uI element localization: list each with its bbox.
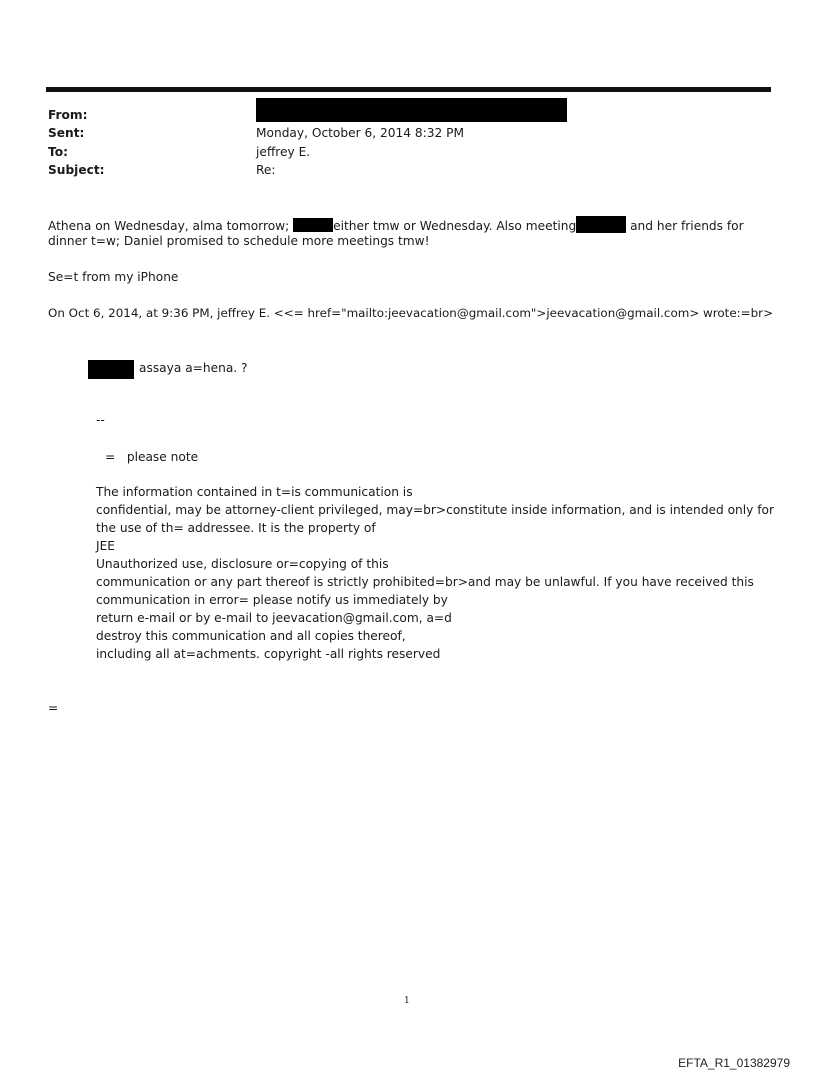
body-line-1-part-c: and her friends for	[630, 219, 744, 233]
to-value: jeffrey E.	[256, 145, 311, 159]
page-number: 1	[404, 996, 410, 1006]
sent-from-signature: Se=t from my iPhone	[48, 270, 179, 284]
signature-dashes: --	[96, 413, 105, 427]
from-label: From:	[48, 108, 88, 122]
body-line-1-part-a: Athena on Wednesday, alma tomorrow;	[48, 219, 290, 233]
disclaimer-line-7: communication in error= please notify us immediately by	[96, 593, 448, 607]
please-note: = please note	[105, 450, 199, 464]
disclaimer-line-1: The information contained in t=is communication is	[96, 485, 413, 499]
quote-header: On Oct 6, 2014, at 9:36 PM, jeffrey E. <<= href="mailto:jeevacation@gmail.com">jeevacation@gmail.com> wrote:=br>	[48, 306, 774, 320]
disclaimer-line-2: confidential, may be attorney-client privileged, may=br>constitute inside information, and is intended only for	[96, 503, 774, 517]
sent-value: Monday, October 6, 2014 8:32 PM	[256, 126, 465, 140]
disclaimer-line-9: destroy this communication and all copies thereof,	[96, 629, 406, 643]
redacted-name-3	[88, 360, 134, 379]
redacted-sender	[256, 98, 567, 122]
document-id: EFTA_R1_01382979	[678, 1056, 790, 1070]
disclaimer-line-10: including all at=achments. copyright -all rights reserved	[96, 647, 441, 661]
disclaimer-line-4: JEE	[96, 539, 115, 553]
redacted-name-1	[293, 218, 333, 232]
body-line-2: dinner t=w; Daniel promised to schedule more meetings tmw!	[48, 234, 430, 248]
body-line-1-part-b: either tmw or Wednesday. Also meeting	[333, 219, 577, 233]
disclaimer-line-6: communication or any part thereof is strictly prohibited=br>and may be unlawful. If you have received this	[96, 575, 754, 589]
subject-label: Subject:	[48, 163, 105, 177]
quoted-line: assaya a=hena. ?	[139, 361, 248, 375]
sent-label: Sent:	[48, 126, 85, 140]
to-label: To:	[48, 145, 68, 159]
disclaimer-line-3: the use of th= addressee. It is the property of	[96, 521, 376, 535]
body-line-1	[48, 216, 744, 233]
subject-value: Re:	[256, 163, 276, 177]
redacted-name-2	[576, 216, 626, 233]
disclaimer-line-8: return e-mail or by e-mail to jeevacation@gmail.com, a=d	[96, 611, 452, 625]
header-rule	[46, 87, 771, 92]
trailing-equals: =	[48, 701, 59, 715]
disclaimer-line-5: Unauthorized use, disclosure or=copying of this	[96, 557, 389, 571]
